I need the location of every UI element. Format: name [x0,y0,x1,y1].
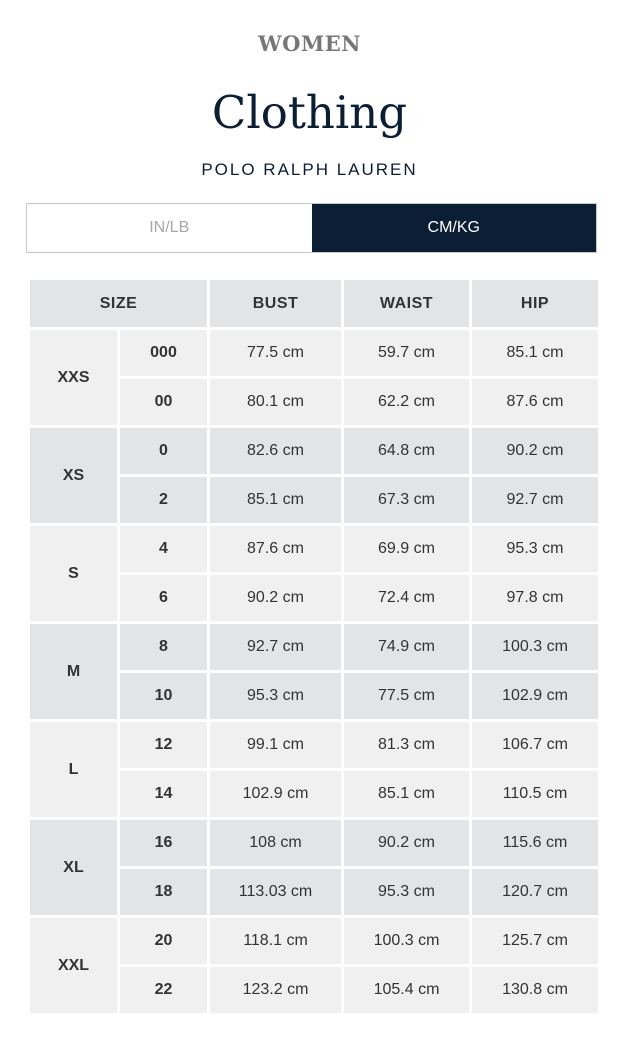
size-group-label: XXL [30,918,117,1013]
hip-value: 125.7 cm [472,918,598,964]
hip-value: 115.6 cm [472,820,598,866]
unit-toggle [26,203,597,253]
bust-value: 80.1 cm [210,379,341,425]
size-number: 8 [120,624,207,670]
hip-value: 100.3 cm [472,624,598,670]
header-hip: HIP [472,280,598,327]
bust-value: 108 cm [210,820,341,866]
waist-value: 67.3 cm [344,477,469,523]
table-row [30,428,598,474]
waist-value: 72.4 cm [344,575,469,621]
waist-value: 90.2 cm [344,820,469,866]
size-number: 22 [120,967,207,1013]
size-number: 0 [120,428,207,474]
size-number: 12 [120,722,207,768]
header-size: SIZE [30,280,207,327]
header-bust: BUST [210,280,341,327]
bust-value: 92.7 cm [210,624,341,670]
table-row [30,330,598,376]
table-row [30,722,598,768]
bust-value: 85.1 cm [210,477,341,523]
waist-value: 59.7 cm [344,330,469,376]
waist-value: 81.3 cm [344,722,469,768]
size-number: 10 [120,673,207,719]
size-number: 20 [120,918,207,964]
bust-value: 99.1 cm [210,722,341,768]
size-group-label: M [30,624,117,719]
size-number: 14 [120,771,207,817]
hip-value: 95.3 cm [472,526,598,572]
hip-value: 106.7 cm [472,722,598,768]
hip-value: 87.6 cm [472,379,598,425]
unit-option-cm-kg[interactable]: CM/KG [312,204,597,252]
category-label: WOMEN [258,31,361,56]
size-number: 000 [120,330,207,376]
hip-value: 92.7 cm [472,477,598,523]
hip-value: 102.9 cm [472,673,598,719]
bust-value: 95.3 cm [210,673,341,719]
waist-value: 77.5 cm [344,673,469,719]
hip-value: 110.5 cm [472,771,598,817]
bust-value: 77.5 cm [210,330,341,376]
waist-value: 105.4 cm [344,967,469,1013]
waist-value: 95.3 cm [344,869,469,915]
waist-value: 69.9 cm [344,526,469,572]
size-group-label: XS [30,428,117,523]
table-row [30,624,598,670]
size-group-label: XXS [30,330,117,425]
hip-value: 130.8 cm [472,967,598,1013]
size-group-label: L [30,722,117,817]
size-group-label: XL [30,820,117,915]
waist-value: 62.2 cm [344,379,469,425]
size-number: 2 [120,477,207,523]
page-title: Clothing [211,86,408,139]
table-row [30,918,598,964]
bust-value: 113.03 cm [210,869,341,915]
table-row [30,820,598,866]
table-row [30,526,598,572]
bust-value: 102.9 cm [210,771,341,817]
size-number: 18 [120,869,207,915]
size-number: 4 [120,526,207,572]
bust-value: 87.6 cm [210,526,341,572]
bust-value: 82.6 cm [210,428,341,474]
waist-value: 85.1 cm [344,771,469,817]
size-number: 6 [120,575,207,621]
header-waist: WAIST [344,280,469,327]
unit-option-in-lb[interactable]: IN/LB [27,204,312,252]
bust-value: 123.2 cm [210,967,341,1013]
bust-value: 118.1 cm [210,918,341,964]
brand-label: POLO RALPH LAUREN [201,160,418,179]
size-number: 16 [120,820,207,866]
size-group-label: S [30,526,117,621]
size-chart-table [27,277,601,1016]
bust-value: 90.2 cm [210,575,341,621]
hip-value: 90.2 cm [472,428,598,474]
table-header-row [30,280,598,327]
waist-value: 100.3 cm [344,918,469,964]
size-number: 00 [120,379,207,425]
hip-value: 120.7 cm [472,869,598,915]
hip-value: 85.1 cm [472,330,598,376]
waist-value: 74.9 cm [344,624,469,670]
waist-value: 64.8 cm [344,428,469,474]
hip-value: 97.8 cm [472,575,598,621]
